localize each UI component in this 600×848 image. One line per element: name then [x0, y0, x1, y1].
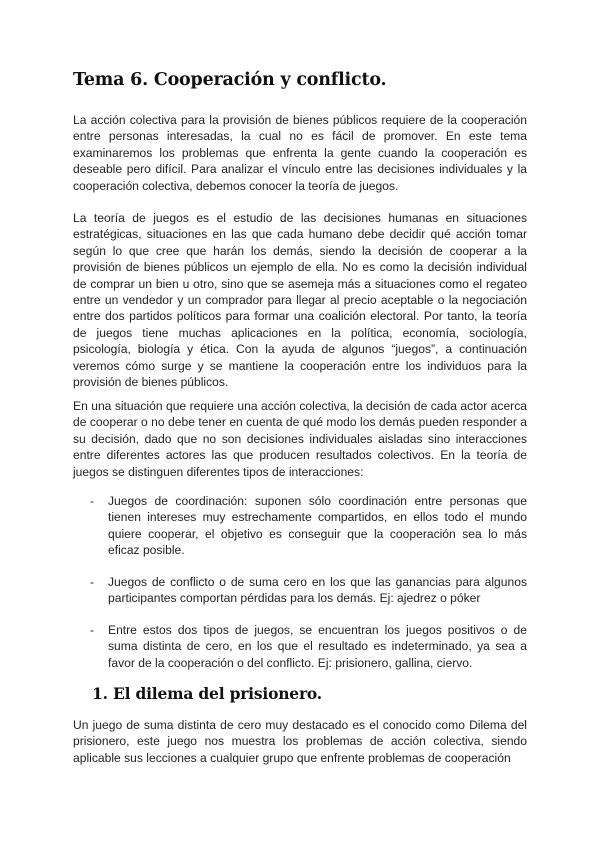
section-paragraph: Un juego de suma distinta de cero muy destacado es el conocido como Dilema del prisionero, este juego nos muestra los problemas de acción colectiva, siendo aplicable sus lecciones a cualquier grupo que enfrente problemas de cooperación: [73, 718, 527, 765]
game-theory-paragraph: La teoría de juegos es el estudio de las decisiones humanas en situaciones estratégicas, situaciones en las que cada humano debe decidir qué acción tomar según lo que cree que harán los demás, siendo la decisión de cooperar a la provisión de bienes públicos un ejemplo de ella. No es como la decisión individual de comprar un bien u otro, sino que se asemeja más a situaciones como el regateo entre un vendedor y un comprador para llegar al precio aceptable o la negociación entre dos partidos políticos para formar una coalición electoral. Por tanto, la teoría de juegos tiene muchas aplicaciones en la política, economía, sociología, psicología, biología y ética. Con la ayuda de algunos “juegos”, a continuación veremos cómo surge y se mantiene la cooperación entre los individuos para la provisión de bienes públicos.: [73, 211, 527, 390]
list-item-text: Juegos de conflicto o de suma cero en los que las ganancias para algunos participantes comportan pérdidas para los demás. Ej: ajedrez o póker: [108, 575, 527, 606]
bullet-marker: -: [90, 623, 95, 637]
bullet-marker: -: [90, 575, 95, 589]
page-title: Tema 6. Cooperación y conflicto.: [73, 70, 387, 90]
list-item-text: Juegos de coordinación: suponen sólo coordinación entre personas que tienen intereses muy estrechamente compartidos, en ellos todo el mundo quiere cooperar, el objetivo es conseguir que la cooperación sea lo más eficaz posible.: [108, 494, 527, 558]
bullet-marker: -: [90, 494, 95, 508]
intro-paragraph: La acción colectiva para la provisión de bienes públicos requiere de la cooperación entre personas interesadas, la cual no es fácil de promover. En este tema examinaremos los problemas que enfrenta la gente cuando la cooperación es deseable pero difícil. Para analizar el vínculo entre las decisiones individuales y la cooperación colectiva, debemos conocer la teoría de juegos.: [73, 113, 527, 193]
collective-action-paragraph: En una situación que requiere una acción colectiva, la decisión de cada actor acerca de cooperar o no debe tener en cuenta de qué modo los demás pueden responder a su decisión, dado que no son decisiones individuales aisladas sino interacciones entre diferentes actores las que producen resultados colectivos. En la teoría de juegos se distinguen diferentes tipos de interacciones:: [73, 399, 527, 479]
list-item-text: Entre estos dos tipos de juegos, se encuentran los juegos positivos o de suma distinta de cero, en los que el resultado es indeterminado, ya sea a favor de la cooperación o del conflicto. Ej: prisionero, gallina, ciervo.: [108, 623, 527, 670]
section-heading: 1. El dilema del prisionero.: [92, 684, 322, 703]
